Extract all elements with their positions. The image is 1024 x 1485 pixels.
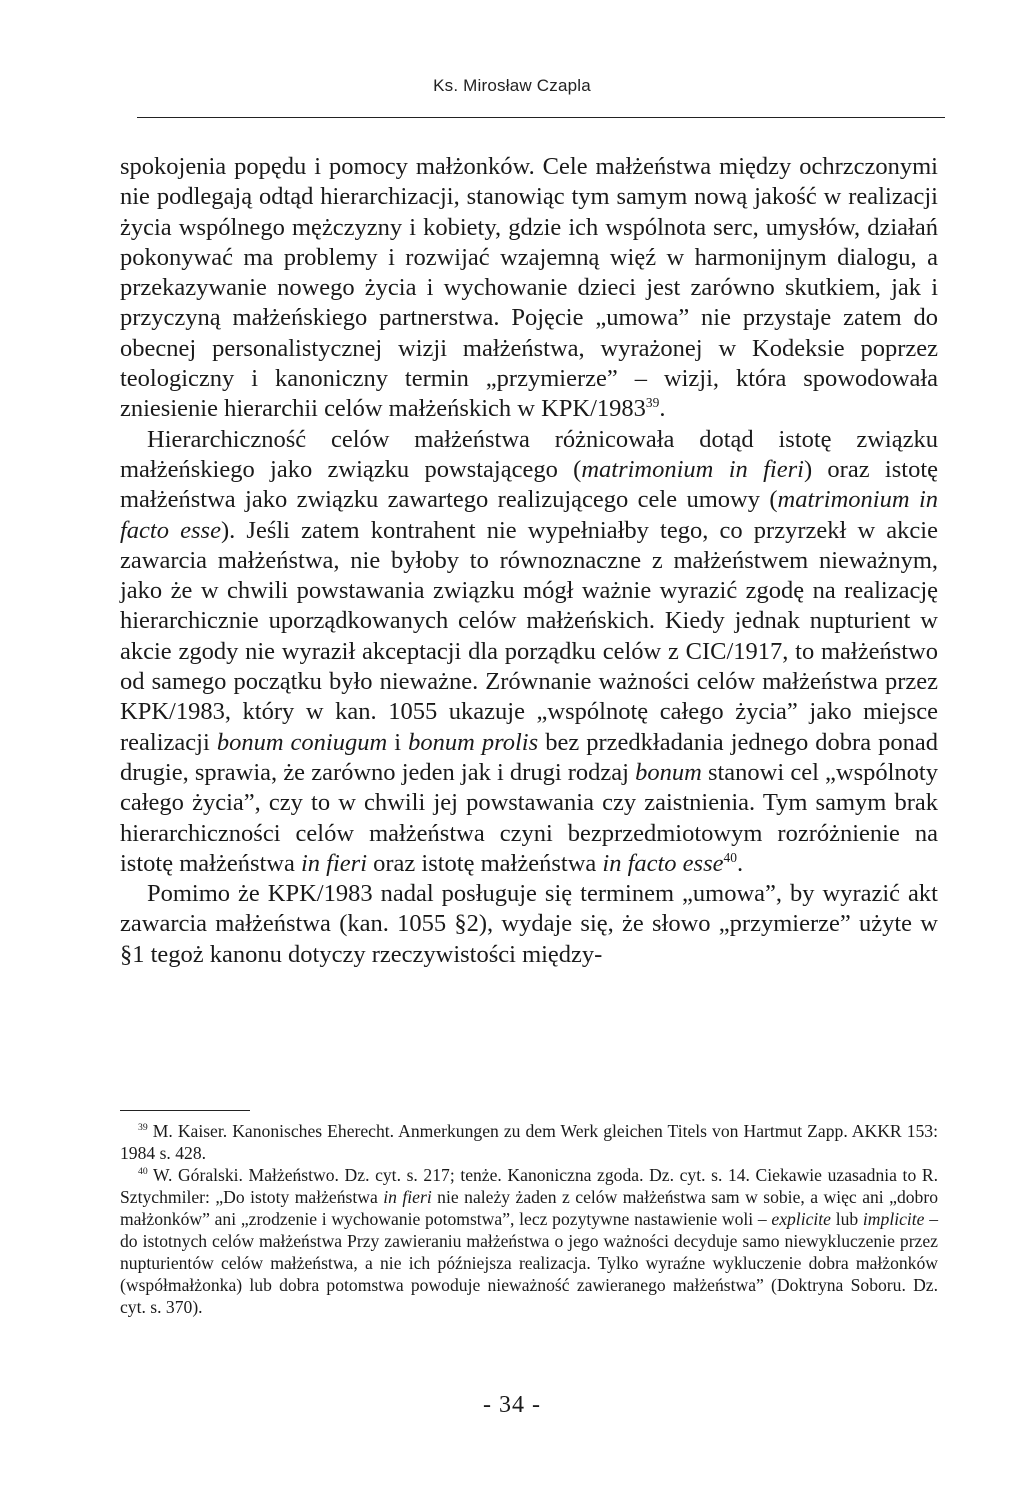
paragraph-2-text-c: ). Jeśli zatem kontrahent nie wypełniałby tego, co przyrzekł w akcie zawarcia małżeństwa, nie byłoby to równoznaczne z małżeństwem nieważnym, jako że w chwili powstawania związku mógł ważnie wyrazić zgodę na realizację hierarchicznie uporządkowanych celów małżeńskich. Kiedy jednak nupturient w akcie zgody nie wyraził akceptacji dla porządku celów z CIC/1917, to małżeństwo od samego początku było nieważne. Zrównanie ważności celów małżeństwa przez KPK/1983, który w kan. 1055 ukazuje „wspólnotę całego życia” jako miejsce realizacji: [120, 516, 938, 756]
latin-term: in facto esse: [602, 849, 724, 877]
footnote-rule: [120, 1110, 250, 1111]
paragraph-2-end: .: [736, 849, 744, 877]
paragraph-2-text-e: bez przedkładania jednego dobra ponad drugie, sprawia, że zarówno jeden jak i drugi rodzaj: [120, 728, 939, 786]
paragraph-2-text-b: ) oraz istotę małżeństwa jako związku zawartego realizującego cele umowy (: [120, 455, 938, 514]
latin-term: matrimonium in facto esse: [120, 486, 938, 544]
footnote-40-text-d: – do istotnych celów małżeństwa Przy zawieraniu małżeństwa o jego ważności decyduje samo niewykluczenie przez nupturientów celów małżeństwa, a nie ich późniejsza realizacja. Tylko wyraźne wykluczenie dobra małżonków (współmałżonka) lub dobra potomstwa powoduje nieważność zawieranego małżeństwa” (Doktryna Soboru. Dz. cyt. s. 370).: [120, 1209, 939, 1317]
paragraph-3: Pomimo że KPK/1983 nadal posługuje się terminem „umowa”, by wyrazić akt zawarcia małżeństwa (kan. 1055 §2), wydaje się, że słowo „przymierze” użyte w §1 tegoż kanonu dotyczy rzeczywistości między-: [120, 880, 938, 968]
paragraph-1-text: spokojenia popędu i pomocy małżonków. Cele małżeństwa między ochrzczonymi nie podlegają odtąd hierarchizacji, stanowiąc tym samym nową jakość w realizacji życia wspólnego mężczyzny i kobiety, gdzie ich wspólnota serc, umysłów, działań pokonywać ma problemy i rozwijać wzajemną więź w harmonijnym dialogu, a przekazywanie nowego życia i wychowanie dzieci jest zarówno skutkiem, jak i przyczyną małżeńskiego partnerstwa. Pojęcie „umowa” nie przystaje zatem do obecnej personalistycznej wizji małżeństwa, wyrażonej w Kodeksie poprzez teologiczny i kanoniczny termin „przymierze” – wizji, która spowodowała zniesienie hierarchii celów małżeńskich w KPK/1983: [120, 153, 938, 423]
latin-term: bonum prolis: [408, 728, 539, 756]
footnote-40: [120, 1164, 938, 1318]
main-text: [120, 152, 938, 970]
paragraph-2-text-a: Hierarchiczność celów małżeństwa różnicowała dotąd istotę związku małżeńskiego jako związku powstającego (: [120, 425, 938, 483]
latin-term: matrimonium in fieri: [581, 455, 804, 483]
latin-term: in fieri: [383, 1187, 432, 1207]
latin-term: in fieri: [300, 849, 367, 877]
footnote-ref-40: 40: [723, 849, 737, 865]
latin-term: explicite: [771, 1209, 831, 1229]
latin-term: bonum coniugum: [216, 728, 388, 756]
paragraph-2-text-d: i: [387, 728, 409, 756]
page-number: - 34 -: [483, 1392, 541, 1418]
latin-term: bonum: [635, 758, 702, 786]
paragraph-2-text-f: stanowi cel „wspólnoty całego życia”, czy to w chwili jej powstawania czy zaistnienia. Tym samym brak hierarchiczności celów małżeństwa czyni bezprzedmiotowym rozróżnienie na istotę małżeństwa: [120, 758, 938, 877]
paragraph-1: [120, 152, 938, 425]
footnote-number: 39: [138, 1122, 148, 1134]
footnote-40-text-c: lub: [830, 1209, 863, 1229]
footnote-39: [120, 1120, 938, 1164]
paragraph-2: [120, 425, 938, 879]
footnote-40-text-a: W. Góralski. Małżeństwo. Dz. cyt. s. 217; tenże. Kanoniczna zgoda. Dz. cyt. s. 14. Ciekawie uzasadnia to R. Sztychmiler: „Do istoty małżeństwa: [120, 1165, 938, 1207]
header-rule: [137, 117, 945, 118]
paragraph-2-text-g: oraz istotę małżeństwa: [367, 849, 603, 877]
running-head: Ks. Mirosław Czapla: [433, 76, 591, 95]
footnote-39-text: M. Kaiser. Kanonisches Eherecht. Anmerkungen zu dem Werk gleichen Titels von Hartmut Zapp. AKKR 153: 1984 s. 428.: [120, 1121, 938, 1163]
latin-term: implicite: [862, 1209, 925, 1229]
footnotes: [120, 1120, 938, 1318]
footnote-number: 40: [138, 1166, 148, 1178]
paragraph-1-end: .: [659, 395, 666, 423]
footnote-40-text-b: nie należy żaden z celów małżeństwa sam w sobie, a więc ani „dobro małżonków” ani „zrodzenie i wychowanie potomstwa”, lecz pozytywne nastawienie woli –: [120, 1187, 939, 1229]
footnote-ref-39: 39: [645, 395, 660, 411]
